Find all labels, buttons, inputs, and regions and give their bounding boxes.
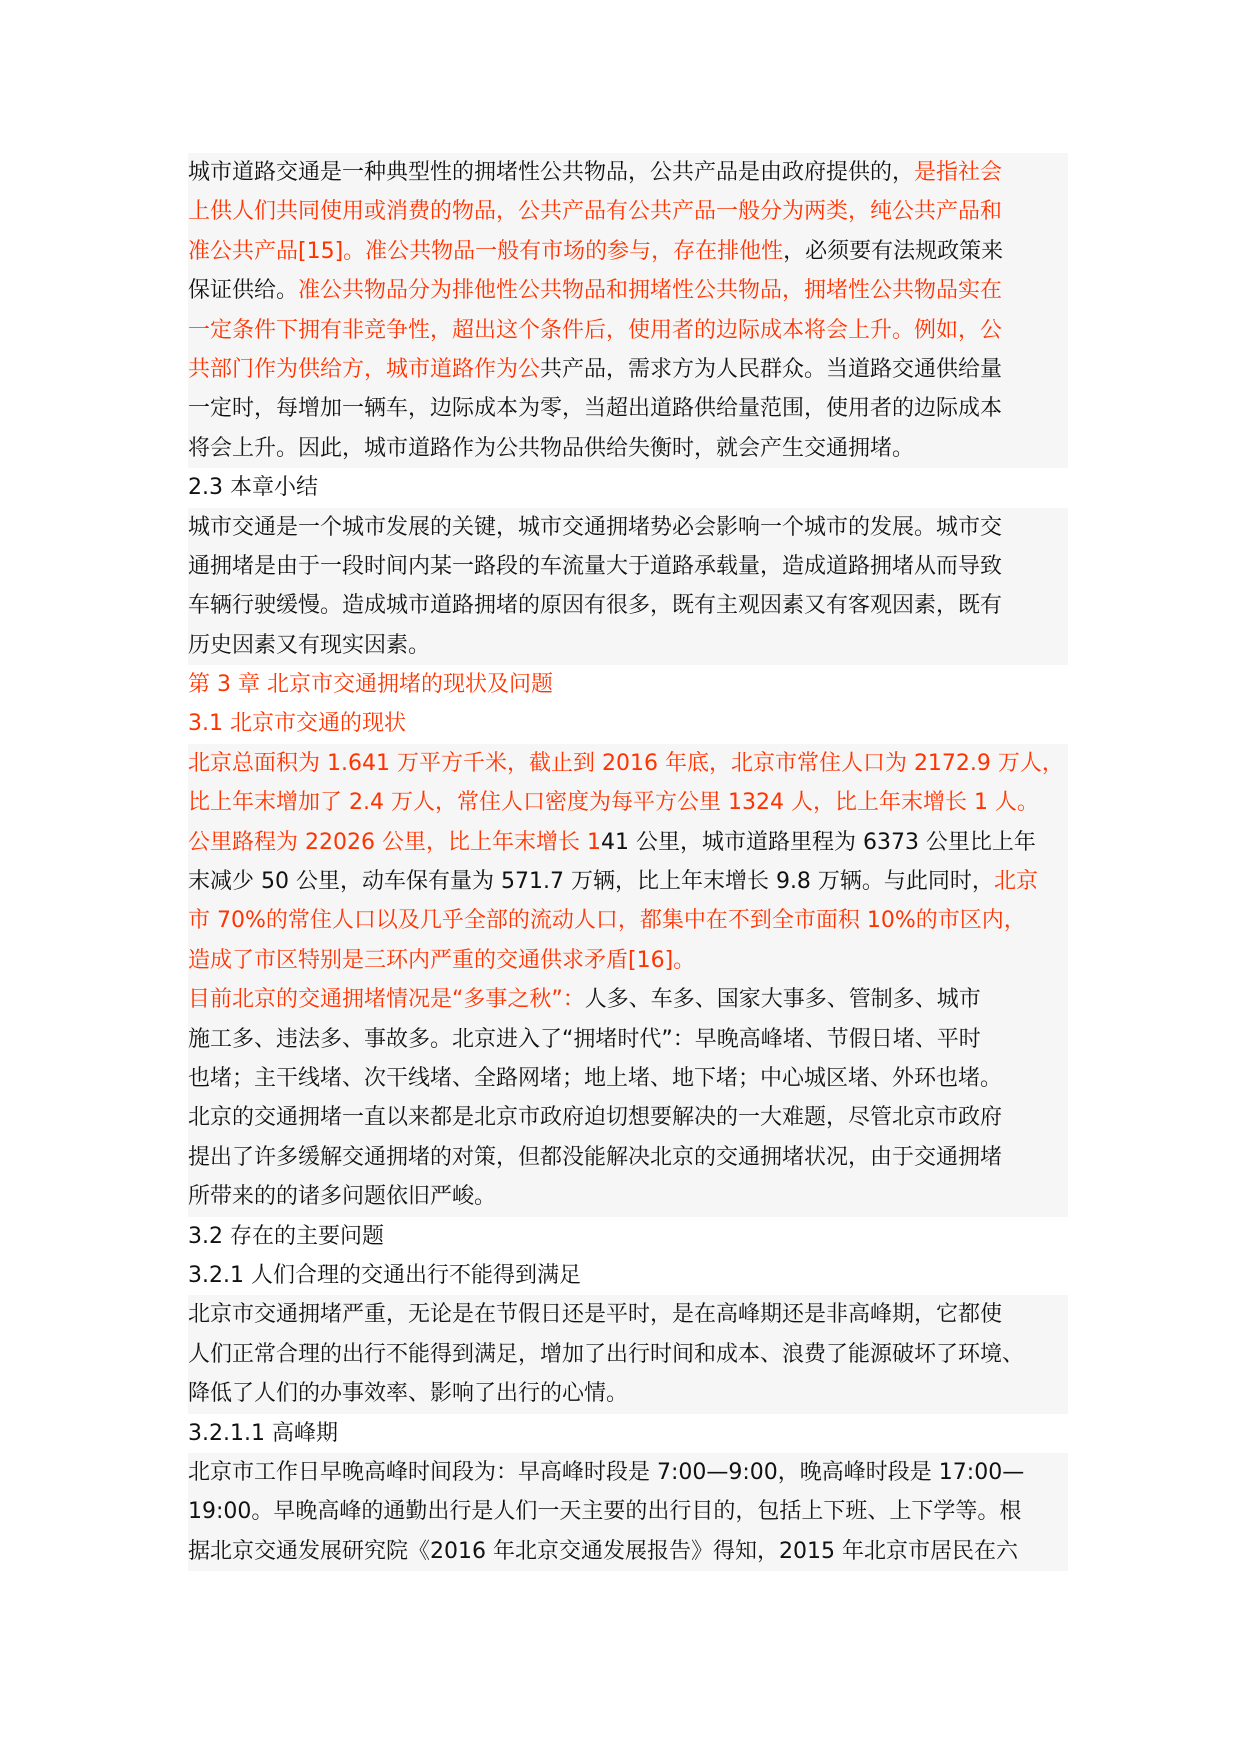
highlighted-text-segment: 准公共产品[15]。准公共物品一般有市场的参与，存在排他性 <box>188 238 784 264</box>
text-line <box>188 1492 1068 1531</box>
highlighted-text-segment: 市 70%的常住人口以及几乎全部的流动人口，都集中在不到全市面积 10%的市区内， <box>188 908 1026 934</box>
text-line <box>188 547 1068 586</box>
text-segment: 3.2.1 人们合理的交通出行不能得到满足 <box>188 1262 581 1288</box>
highlighted-text-segment: 北京总面积为 1.641 万平方千米，截止到 2016 年底，北京市常住人口为 2172.9 万人， <box>188 750 1064 776</box>
text-line <box>188 1295 1068 1334</box>
highlighted-text-segment: 上供人们共同使用或消费的物品，公共产品有公共产品一般分为两类，纯公共产品和 <box>188 199 1003 225</box>
text-segment: 共产品，需求方为人民群众。当道路交通供给量 <box>540 356 1003 382</box>
text-line <box>188 783 1068 822</box>
text-segment: 一定时，每增加一辆车，边际成本为零，当超出道路供给量范围，使用者的边际成本 <box>188 396 1003 422</box>
text-line <box>188 508 1068 547</box>
text-segment: 据北京交通发展研究院《2016 年北京交通发展报告》得知，2015 年北京市居民在六 <box>188 1538 1018 1564</box>
text-segment: 车辆行驶缓慢。造成城市道路拥堵的原因有很多，既有主观因素又有客观因素，既有 <box>188 593 1003 619</box>
text-segment: 3.2 存在的主要问题 <box>188 1223 384 1249</box>
highlighted-text-segment: 北京 <box>993 869 1038 895</box>
highlighted-text-segment: 3.1 北京市交通的现状 <box>188 711 406 737</box>
text-segment: 历史因素又有现实因素。 <box>188 632 431 658</box>
text-line <box>188 1414 1068 1453</box>
text-segment: 人们正常合理的出行不能得到满足，增加了出行时间和成本、浪费了能源破坏了环境、 <box>188 1341 1025 1367</box>
text-line <box>188 192 1068 231</box>
text-segment: 2.3 本章小结 <box>188 475 318 501</box>
text-line <box>188 665 1068 704</box>
text-segment: 也堵；主干线堵、次干线堵、全路网堵；地上堵、地下堵；中心城区堵、外环也堵。 <box>188 1065 1003 1091</box>
text-line <box>188 744 1068 783</box>
text-segment: 通拥堵是由于一段时间内某一路段的车流量大于道路承载量，造成道路拥堵从而导致 <box>188 553 1003 579</box>
document-body <box>188 153 1068 1571</box>
text-segment: 保证供给。 <box>188 278 299 304</box>
text-segment: 41 公里，城市道路里程为 6373 公里比上年 <box>600 829 1036 855</box>
text-line <box>188 271 1068 310</box>
highlighted-text-segment: 一定条件下拥有非竞争性，超出这个条件后，使用者的边际成本将会上升。例如，公 <box>188 317 1003 343</box>
text-line <box>188 823 1068 862</box>
text-line <box>188 1374 1068 1413</box>
highlighted-text-segment: 准公共物品分为排他性公共物品和拥堵性公共物品，拥堵性公共物品实在 <box>298 278 1003 304</box>
text-line <box>188 1138 1068 1177</box>
text-line <box>188 980 1068 1019</box>
text-segment: 19:00。早晚高峰的通勤出行是人们一天主要的出行目的，包括上下班、上下学等。根 <box>188 1499 1022 1525</box>
text-line <box>188 468 1068 507</box>
highlighted-text-segment: 共部门作为供给方，城市道路作为公 <box>188 356 541 382</box>
text-segment: 提出了许多缓解交通拥堵的对策，但都没能解决北京的交通拥堵状况，由于交通拥堵 <box>188 1144 1003 1170</box>
highlighted-text-segment: 造成了市区特别是三环内严重的交通供求矛盾[16]。 <box>188 947 696 973</box>
text-segment: 末减少 50 公里，动车保有量为 571.7 万辆，比上年末增长 9.8 万辆。与此同时， <box>188 869 994 895</box>
text-segment: 城市道路交通是一种典型性的拥堵性公共物品，公共产品是由政府提供的， <box>188 160 915 185</box>
text-line <box>188 153 1068 192</box>
text-line <box>188 626 1068 665</box>
text-line <box>188 311 1068 350</box>
text-line <box>188 1177 1068 1216</box>
text-line <box>188 586 1068 625</box>
text-segment: 降低了人们的办事效率、影响了出行的心情。 <box>188 1381 629 1407</box>
text-segment: 人多、车多、国家大事多、管制多、城市 <box>584 987 981 1013</box>
text-line <box>188 901 1068 940</box>
text-line <box>188 1059 1068 1098</box>
text-line <box>188 350 1068 389</box>
highlighted-text-segment: 是指社会 <box>914 160 1003 185</box>
text-line <box>188 862 1068 901</box>
highlighted-text-segment: 比上年末增加了 2.4 万人，常住人口密度为每平方公里 1324 人，比上年末增长 1 人。 <box>188 790 1039 816</box>
text-line <box>188 1098 1068 1137</box>
text-line <box>188 1453 1068 1492</box>
text-segment: 城市交通是一个城市发展的关键，城市交通拥堵势必会影响一个城市的发展。城市交 <box>188 514 1003 540</box>
text-line <box>188 1532 1068 1571</box>
text-line <box>188 941 1068 980</box>
text-line <box>188 1020 1068 1059</box>
text-line <box>188 704 1068 743</box>
highlighted-text-segment: 第 3 章 北京市交通拥堵的现状及问题 <box>188 672 553 698</box>
text-line <box>188 1256 1068 1295</box>
text-line <box>188 1335 1068 1374</box>
text-segment: 所带来的的诸多问题依旧严峻。 <box>188 1184 497 1210</box>
text-segment: 3.2.1.1 高峰期 <box>188 1420 338 1446</box>
text-segment: 将会上升。因此，城市道路作为公共物品供给失衡时，就会产生交通拥堵。 <box>188 435 915 461</box>
text-line <box>188 232 1068 271</box>
text-segment: 施工多、违法多、事故多。北京进入了“拥堵时代”：早晚高峰堵、节假日堵、平时 <box>188 1026 981 1052</box>
text-line <box>188 389 1068 428</box>
highlighted-text-segment: 目前北京的交通拥堵情况是“多事之秋”： <box>188 987 585 1013</box>
text-segment: 北京市工作日早晚高峰时间段为：早高峰时段是 7:00—9:00，晚高峰时段是 17:00— <box>188 1459 1025 1485</box>
text-line <box>188 429 1068 468</box>
text-segment: 北京市交通拥堵严重，无论是在节假日还是平时，是在高峰期还是非高峰期，它都使 <box>188 1302 1003 1328</box>
highlighted-text-segment: 公里路程为 22026 公里，比上年末增长 1 <box>188 829 601 855</box>
text-segment: 北京的交通拥堵一直以来都是北京市政府迫切想要解决的一大难题，尽管北京市政府 <box>188 1105 1003 1131</box>
text-segment: ，必须要有法规政策来 <box>783 238 1004 264</box>
text-line <box>188 1217 1068 1256</box>
